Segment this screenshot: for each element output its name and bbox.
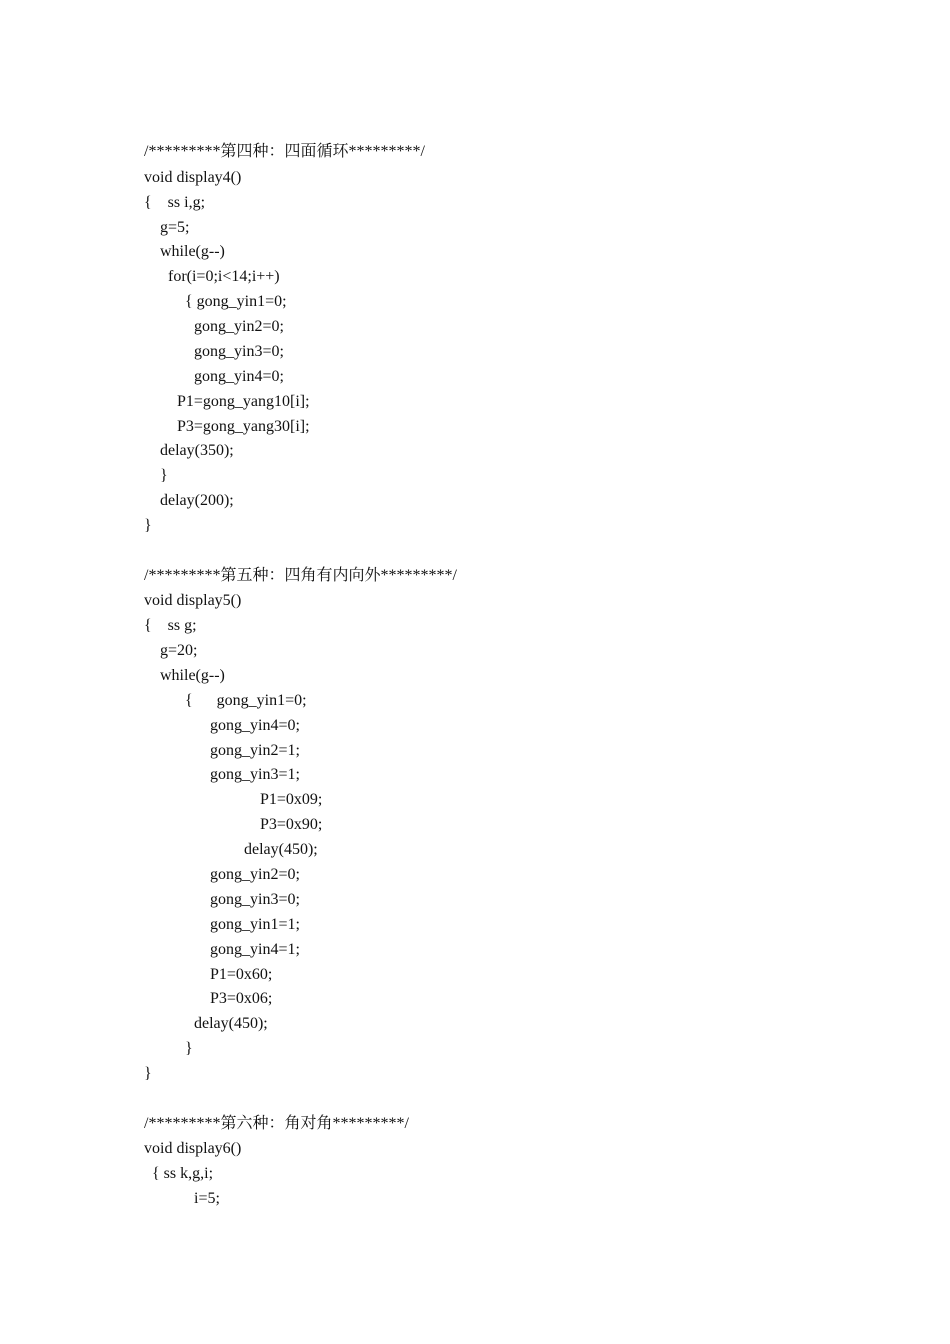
function-signature-display6: void display6()	[144, 1140, 242, 1157]
code-line: g=5;	[160, 219, 190, 236]
code-line: delay(450);	[194, 1015, 268, 1032]
code-line: i=5;	[194, 1190, 220, 1207]
code-line: P3=0x06;	[210, 990, 273, 1007]
code-line: gong_yin4=1;	[210, 941, 300, 958]
code-line: }	[144, 1065, 152, 1082]
code-line: P3=gong_yang30[i];	[177, 418, 310, 435]
function-signature-display5: void display5()	[144, 592, 242, 609]
code-line: }	[185, 1040, 193, 1057]
code-line: { gong_yin1=0;	[185, 692, 307, 709]
code-line: gong_yin3=0;	[194, 343, 284, 360]
code-line: }	[144, 517, 152, 534]
code-line: gong_yin1=1;	[210, 916, 300, 933]
code-line: P1=0x60;	[210, 966, 273, 983]
code-line: { gong_yin1=0;	[185, 293, 287, 310]
code-line: gong_yin2=0;	[210, 866, 300, 883]
code-line: }	[160, 467, 168, 484]
code-line: gong_yin2=1;	[210, 742, 300, 759]
comment-header-display6: /*********第六种：角对角*********/	[144, 1115, 409, 1132]
code-line: delay(350);	[160, 442, 234, 459]
code-line: gong_yin3=0;	[210, 891, 300, 908]
code-line: g=20;	[160, 642, 198, 659]
comment-header-display4: /*********第四种：四面循环*********/	[144, 143, 425, 160]
code-line: while(g--)	[160, 667, 225, 684]
function-signature-display4: void display4()	[144, 169, 242, 186]
code-line: { ss g;	[144, 617, 197, 634]
code-line: P1=0x09;	[260, 791, 323, 808]
code-line: delay(200);	[160, 492, 234, 509]
code-line: P1=gong_yang10[i];	[177, 393, 310, 410]
code-line: for(i=0;i<14;i++)	[168, 268, 280, 285]
code-line: { ss i,g;	[144, 194, 206, 211]
comment-header-display5: /*********第五种：四角有内向外*********/	[144, 567, 457, 584]
code-line: gong_yin3=1;	[210, 766, 300, 783]
code-line: gong_yin4=0;	[210, 717, 300, 734]
code-line: delay(450);	[244, 841, 318, 858]
code-line: P3=0x90;	[260, 816, 323, 833]
code-line: gong_yin2=0;	[194, 318, 284, 335]
code-line: while(g--)	[160, 243, 225, 260]
code-line: { ss k,g,i;	[152, 1165, 214, 1182]
code-line: gong_yin4=0;	[194, 368, 284, 385]
